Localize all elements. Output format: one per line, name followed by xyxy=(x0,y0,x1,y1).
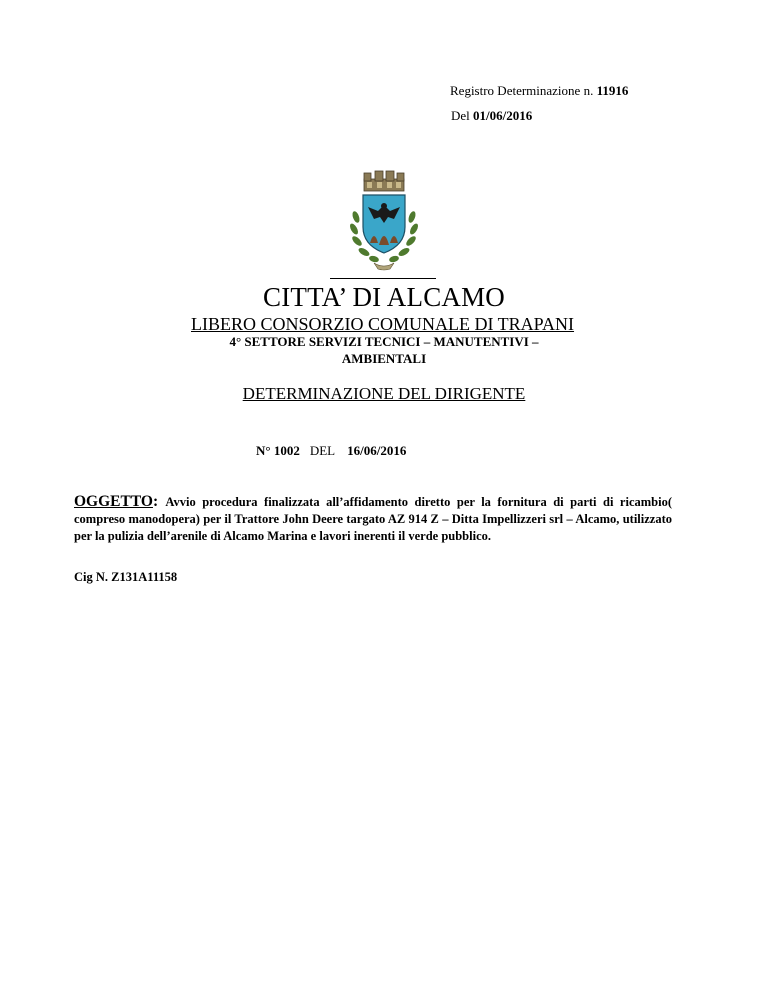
subject-label: OGGETTO xyxy=(74,493,153,510)
document-type-title: DETERMINAZIONE DEL DIRIGENTE xyxy=(242,384,526,403)
settore-title xyxy=(0,333,768,367)
consorzio-title: LIBERO CONSORZIO COMUNALE DI TRAPANI xyxy=(191,314,575,334)
registro-line xyxy=(450,83,628,99)
registro-number: 11916 xyxy=(596,83,629,98)
del-label: Del xyxy=(451,108,470,123)
alcamo-coat-of-arms-icon xyxy=(330,165,438,280)
registro-label: Registro Determinazione n. xyxy=(450,83,594,98)
determination-date: 16/06/2016 xyxy=(347,443,407,458)
settore-line2: AMBIENTALI xyxy=(341,351,427,366)
crest-underline xyxy=(330,278,436,279)
registro-date-line xyxy=(451,108,532,124)
settore-line1: 4° SETTORE SERVIZI TECNICI – MANUTENTIVI – xyxy=(229,334,539,349)
determination-number: N° 1002 xyxy=(256,443,300,458)
subject-text: Avvio procedura finalizzata all’affidamento diretto per la fornitura di parti di ricambio( compreso manodopera) per il Trattore John Deere targato AZ 914 Z – Ditta Impellizzeri srl – Alcamo, utilizzato per la pulizia dell’arenile di Alcamo Marina e lavori inerenti il verde pubblico. xyxy=(74,495,672,543)
determination-number-line xyxy=(256,443,406,459)
registro-date: 01/06/2016 xyxy=(473,108,533,123)
del-word: DEL xyxy=(309,443,336,458)
subject-paragraph: OGGETTO: Avvio procedura finalizzata all’affidamento diretto per la fornitura di parti di ricambio( compreso manodopera) per il Trattore John Deere targato AZ 914 Z – Ditta Impellizzeri srl – Alcamo, utilizzato per la pulizia dell’arenile di Alcamo Marina e lavori inerenti il verde pubblico. xyxy=(74,493,672,543)
cig-number: Cig N. Z131A11158 xyxy=(74,570,178,584)
city-title: CITTA’ DI ALCAMO xyxy=(262,282,506,312)
